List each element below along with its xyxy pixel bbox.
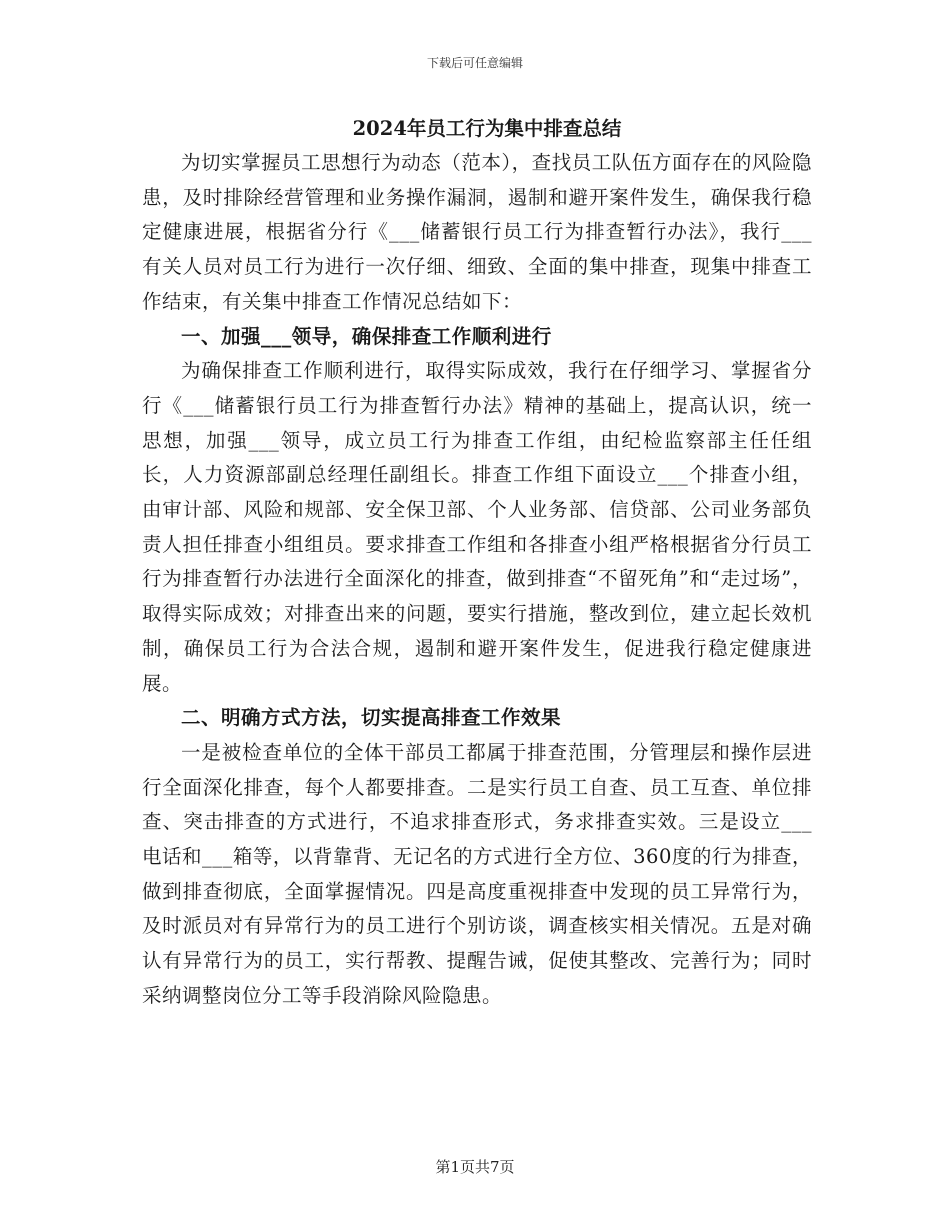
- section-1-paragraph: 为确保排查工作顺利进行，取得实际成效，我行在仔细学习、掌握省分行《___储蓄银行员工行为排查暂行办法》精神的基础上，提高认识，统一思想，加强___领导，成立员工行为排查工作组，由纪检监察部主任任组长，人力资源部副总经理任副组长。排查工作组下面设立___个排查小组，由审计部、风险和规部、安全保卫部、个人业务部、信贷部、公司业务部负责人担任排查小组组员。要求排查工作组和各排查小组严格根据省分行员工行为排查暂行办法进行全面深化的排查，做到排查“不留死角”和“走过场”，取得实际成效；对排查出来的问题，要实行措施，整改到位，建立起长效机制，确保员工行为合法合规，遏制和避开案件发生，促进我行稳定健康进展。: [142, 359, 812, 695]
- page-number: 第1页共7页: [435, 1158, 515, 1176]
- section-2-heading: 二、明确方式方法，切实提高排查工作效果: [181, 706, 562, 730]
- intro-paragraph: 为切实掌握员工思想行为动态（范本），查找员工队伍方面存在的风险隐患，及时排除经营管理和业务操作漏洞，遏制和避开案件发生，确保我行稳定健康进展，根据省分行《___储蓄银行员工行为排查暂行办法》，我行___有关人员对员工行为进行一次仔细、细致、全面的集中排查，现集中排查工作结束，有关集中排查工作情况总结如下：: [142, 151, 812, 313]
- document-title: 2024年员工行为集中排查总结: [352, 117, 622, 140]
- header-note: 下载后可任意编辑: [426, 56, 523, 70]
- section-1-heading: 一、加强___领导，确保排查工作顺利进行: [181, 324, 552, 348]
- document-body: [142, 112, 812, 1014]
- section-2-paragraph: 一是被检查单位的全体干部员工都属于排查范围，分管理层和操作层进行全面深化排查，每个人都要排查。二是实行员工自查、员工互查、单位排查、突击排查的方式进行，不追求排查形式，务求排查实效。三是设立___电话和___箱等，以背靠背、无记名的方式进行全方位、360度的行为排查，做到排查彻底，全面掌握情况。四是高度重视排查中发现的员工异常行为，及时派员对有异常行为的员工进行个别访谈，调查核实相关情况。五是对确认有异常行为的员工，实行帮教、提醒告诫，促使其整改、完善行为；同时采纳调整岗位分工等手段消除风险隐患。: [142, 740, 812, 1007]
